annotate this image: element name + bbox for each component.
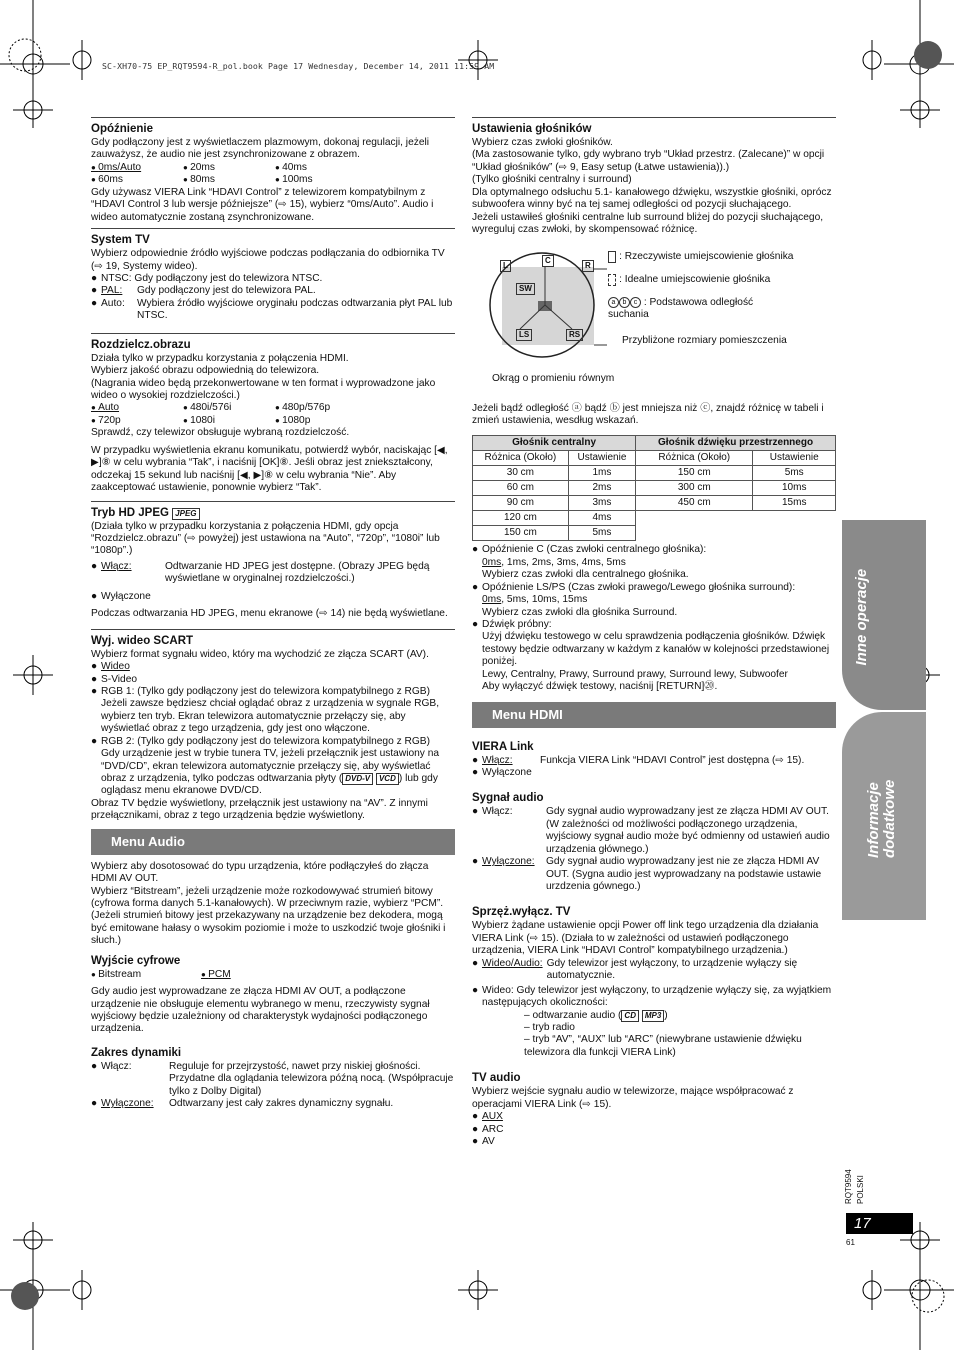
option-on[interactable]: ● Włącz: Gdy sygnał audio wyprowadzany jest ze złącza HDMI AV OUT. (W zależności od możliwości podłączonego urządzenia, wyjściowy sygnał audio może być odmienny od ustawień audio urządzenia głównego.) [472,806,836,856]
option-key: Dźwięk próbny: [482,619,552,631]
option[interactable]: ● 480p/576p [275,402,367,414]
option[interactable]: ● 720p [91,415,183,427]
left-column [91,117,455,1111]
option-aux[interactable]: ● AUX [472,1111,503,1123]
table-col-header: Różnica (Około) [473,451,569,466]
list-item: – tryb “AV”, “AUX” lub “ARC” (niewybrane ustawienie dźwięku telewizora dla funkcji VIERA Link) [524,1034,802,1058]
right-column: Ustawienia głośników Wybierz czas zwłoki głośników. (Ma zastosowanie tylko, gdy wybrano tryb “Układ przestrz. (Zalecane)” w opcji “Układ głośników” (⇨ 9, Easy setup (Łatwe ustawienia)).) (Tylko głośniki centralny i surround) Dla optymalnego odsłuchu 5.1- kanałowego dźwięku, wszystkie głośniki, oprócz subwoofera winny być na tej samej odległości od pozycji słuchającego. Jeżeli ustawiłeś głośniki centralne lub surround bliżej do pozycji słuchającego, wyreguluj czas zwłoki, by skompensować różnicę. L C R SW LS RS : Rzeczywiste umiejscowienie głośnika : Idealne umiejscowienie głośnika a b c : Podstawowa odległość suchania Przybliżone rozmiary pomieszczenia Okrąg o promieniu równym Jeżeli bądź odległość ⓐ bądź ⓑ jest mniejsza niż ⓒ, znajdź różnicę w tabeli i zmień ustawienia, wesdług wskazań. Głośnik centralny Głośnik dźwięku przestrzennego Różnica (Około) Ustawienie Różnica (Około) Ustawienie 30 cm 1ms 150 cm 5ms 60 cm 2ms 300 cm 10ms 90 cm 3ms 450 cm 15ms 120 cm 4ms 150 cm 5ms ● Opóźnienie C (Czas zwłoki centralnego głośnika): 0ms, 1ms, 2ms, 3ms, 4ms, 5ms Wybierz czas zwłoki dla centralnego głośnika. ● Opóźnienie LS/PS (Czas zwłoki prawego/Lewego głośnika surround): 0ms, 5ms, 10ms, 15ms Wybierz czas zwłoki dla głośnika Surround. ● Dźwięk próbny: Użyj dźwięku testowego w celu sprawdzenia podłączenia głośników. Dźwięk testowy będzie odtwarzany w każdym z kanałów w kolejności przedstawionej poniżej. Lewy, Centralny, Prawy, Surround prawy, Surround lewy, Subwoofer Aby wyłączyć dźwięk testowy, naciśnij [RETURN]⑳. Menu HDMI VIERA Link ● Włącz: Funkcja VIERA Link “HDAVI Control” jest dostępna (⇨ 15). ● Wyłączone Sygnał audio ● Włącz: Gdy sygnał audio wyprowadzany jest ze złącza HDMI AV OUT. (W zależności od możliwości podłączonego urządzenia, wyjściowy sygnał audio może być odmienny od ustawień audio urządzenia głównego.) ● Wyłączone: Gdy sygnał audio wyprowadzany jest nie ze złącza HDMI AV OUT. (Sygna audio jest wyprowadzany na podstawie ustawie urzdzenia gównego.) Sprzęż.wyłącz. TV Wybierz żądane ustawienie opcji Power off link tego urządzenia dla działania VIERA Link (⇨ 15). (Działa to w zależności od ustawień podłączonego urządzenia, VIERA Link “HDAVI Control” kompatybilnego urządzenia.) ● Wideo/Audio: Gdy telewizor jest wyłączony, to urządzenie wyłączy się automatycznie. ● Wideo: Gdy telewizor jest wyłączony, to urządzenie wyłączy się, za wyjątkiem następujących okoliczności: – odtwarzanie audio ( CD MP3 ) – tryb radio – tryb “AV”, “AUX” lub “ARC” (niewybrane ustawienie dźwięku telewizora dla funkcji VIERA Link) TV audio Wybierz wejście sygnału audio w telewizorze, mające współpracować z operacjami VIERA Link (⇨ 15). ● AUX ● ARC ● AV [472,117,836,1149]
option[interactable]: ● 20ms [183,162,275,174]
mp3-tag: MP3 [642,1010,664,1022]
option-pal[interactable]: ● PAL: Gdy podłączony jest do telewizora PAL. [91,285,316,297]
option-arc[interactable]: ● ARC [472,1123,504,1135]
option-key: Wyłączone: [101,1098,154,1110]
option-desc: Gdy podłączony jest do telewizora PAL. [137,285,316,297]
table-row: 90 cm 3ms 450 cm 15ms [473,496,836,511]
section-intro: Gdy podłączony jest z wyświetlaczem plazmowym, dokonaj regulacji, jeżeli zauważysz, że audio nie jest zsynchronizowane z obrazem. [91,137,430,161]
section-opoznienie [91,118,455,224]
option[interactable]: ● Bitstream [91,969,201,981]
option-desc: Gdy sygnał audio wyprowadzany jest nie ze złącza HDMI AV OUT. (Sygna audio jest wyprowadzany na podstawie ustawie urzdzenia gównego.) [546,856,822,893]
option-wideo[interactable]: ● Wideo [91,661,130,673]
option-desc: Wybiera źródło wyjściowe oryginału podczas odtwarzania płyt PAL lub NTSC. [137,297,453,322]
section-note: W przypadku wyświetlenia ekranu komunikatu, potwierdź wybór, naciskając [◀, ▶]⑧ w celu wybrania “Tak”, i naciśnij [OK]⑧. Jeśli obraz jest zniekształcony, odczekaj 15 sekund lub naciśnij [◀, ▶]⑧ w celu wybrania “Nie”. Aby zaakceptować ustawienie, ponownie wybierz “Tak”. [91,444,448,494]
speaker-ls: LS [516,329,532,341]
option-key: Auto: [101,297,125,309]
section-intro: Wybierz odpowiednie źródło wyjściowe podczas podłączania do odbiornika TV (⇨ 19, Systemy wideo). [91,248,445,272]
section-intro: (Działa tylko w przypadku korzystania z połączenia HDMI, gdy opcja “Rozdzielcz.obrazu” (⇨ powyżej) jest ustawiona na “Auto”, “720p”, “1080i” lub “1080p”.) [91,520,440,557]
table-row: 60 cm 2ms 300 cm 10ms [473,481,836,496]
option-key: Włącz: [101,560,132,572]
section-intro: Wybierz czas zwłoki głośników. (Ma zastosowanie tylko, gdy wybrano tryb “Układ przestrz. (Zalecane)” w opcji “Układ głośników” (⇨ 9, Easy setup (Łatwe ustawienia)).) (Tylko głośniki centralny i surround) Dla optymalnego odsłuchu 5.1- kanałowego dźwięku, wszystkie głośniki, oprócz subwoofera winny być na tej samej odległości od pozycji słuchającego. Jeżeli ustawiłeś głośniki centralne lub surround bliżej do pozycji słuchającego, wyreguluj czas zwłoki, by skompensować różnicę. [472,137,832,236]
option-rgb1[interactable]: ● RGB 1: (Tylko gdy podłączony jest do telewizora kompatybilnego z RGB) [91,685,430,697]
option-key: Wideo: Gdy telewizor jest wyłączony, to urządzenie wyłączy się, za wyjątkiem następujących okoliczności: [482,984,832,1009]
section-intro: Działa tylko w przypadku korzystania z połączenia HDMI. Wybierz jakość obrazu odpowiednią do telewizora. (Nagrania wideo będą przekonwertowane w ten format i wyprowadzone jako wideo o wysokiej rozdzielczości.) [91,352,436,402]
option-off[interactable]: ● Wyłączone: Gdy sygnał audio wyprowadzany jest nie ze złącza HDMI AV OUT. (Sygna audio jest wyprowadzany na podstawie ustawie urzdzenia gównego.) [472,856,836,893]
section-intro: Wybierz wejście sygnału audio w telewizorze, mające współpracować z operacjami VIERA Link (⇨ 15). [472,1086,794,1110]
vcd-tag: VCD [376,773,399,785]
speaker-diagram [472,247,836,397]
jpeg-tag: JPEG [172,508,199,520]
option-key: RGB 1: (Tylko gdy podłączony jest do telewizora kompatybilnego z RGB) [101,685,430,697]
option-on[interactable]: ● Włącz: Funkcja VIERA Link “HDAVI Control” jest dostępna (⇨ 15). [472,754,805,766]
speaker-rs: RS [566,329,583,341]
section-intro: Wybierz format sygnału wideo, który ma wychodzić ze złącza SCART (AV). [91,648,429,660]
section-title: Zakres dynamiki [91,1046,182,1059]
option-test-tone[interactable]: ● Dźwięk próbny: [472,619,552,631]
option-desc: Wybierz czas zwłoki dla głośnika Surround. [482,606,678,618]
option-desc: Gdy sygnał audio wyprowadzany jest ze złącza HDMI AV OUT. (W zależności od możliwości podłączonego urządzenia, wyjściowy sygnał audio może być odmienny od ustawień audio urządzenia głównego.) [546,806,830,855]
option-key: PAL: [101,285,123,297]
delay-table [472,435,836,541]
section-intro: Wybierz żądane ustawienie opcji Power off link tego urządzenia dla działania VIERA Link (⇨ 15). (Działa to w zależności od ustawień podłączonego urządzenia, VIERA Link “HDAVI Control” kompatybilnego urządzenia.) [472,920,819,957]
section-title: Wyjście cyfrowe [91,954,181,967]
table-row: 120 cm 4ms [473,511,836,526]
section-title: System TV [91,234,150,247]
option-desc: Reguluje for przejrzystość, nawet przy niskiej głośności. Przydatne dla oglądania telewizora późną nocą. (Współpracuje tylko z Dolby Digital) [169,1060,454,1097]
section-title: Tryb HD JPEG [91,506,169,519]
speaker-sw: SW [516,283,535,295]
option-video-audio[interactable]: ● Wideo/Audio: Gdy telewizor jest wyłączony, to urządzenie wyłączy się automatycznie. [472,958,836,983]
table-row: 30 cm 1ms 150 cm 5ms [473,466,836,481]
section-title: Opóźnienie [91,123,153,135]
option-delay-ls[interactable]: ● Opóźnienie LS/PS (Czas zwłoki prawego/Lewego głośnika surround): [472,581,796,593]
option-desc: Jeżeli zawsze będziesz chciał oglądać obraz z urządzenia w sygnale RGB, wybierz ten tryb. Ekran telewizora automatycznie przełączy się, aby wyświetlać obraz z tego urządzenia, gdy jest ono włączone. [101,698,440,735]
option-delay-c[interactable]: ● Opóźnienie C (Czas zwłoki centralnego głośnika): [472,544,707,556]
option[interactable]: ● PCM [201,969,293,981]
option-video[interactable]: ● Wideo: Gdy telewizor jest wyłączony, to urządzenie wyłączy się, za wyjątkiem następujących okoliczności: [472,985,836,1010]
option-ntsc[interactable]: ● NTSC: Gdy podłączony jest do telewizora NTSC. [91,272,323,284]
option-on[interactable]: ● Włącz: Reguluje for przejrzystość, nawet przy niskiej głośności. Przydatne dla oglądania telewizora późną nocą. (Współpracuje tylko z Dolby Digital) [91,1060,454,1097]
section-ustawienia-glosnikow [472,118,836,237]
option-key: Wyłączone [482,766,532,778]
option-label: NTSC: Gdy podłączony jest do telewizora NTSC. [101,272,323,284]
option-desc: ) lub gdy oglądasz menu ekranowe DVD/CD. [101,773,438,797]
speaker-l: L [500,260,511,272]
option-list [91,402,455,427]
option[interactable]: ● 480i/576i [183,402,275,414]
legend-ideal: : Idealne umiejscowienie głośnika [608,274,770,286]
option-off[interactable]: ● Wyłączone: Odtwarzany jest cały zakres dynamiczny sygnału. [91,1098,394,1110]
table-col-header: Ustawienie [753,451,836,466]
option[interactable]: ● 0ms/Auto [91,162,183,174]
section-title: Rozdzielcz.obrazu [91,338,191,351]
sub-page-number: 61 [846,1238,855,1247]
option-desc: Gdy telewizor jest wyłączony, to urządzenie wyłączy się automatycznie. [546,957,798,982]
file-header: SC-XH70-75 EP_RQT9594-R_pol.book Page 17 Wednesday, December 14, 2011 11:59 AM [102,61,495,71]
option[interactable]: ● 40ms [275,162,367,174]
cd-tag: CD [621,1010,639,1022]
section-hd-jpeg [91,502,455,621]
section-intro: Wybierz aby dosotosować do typu urządzenia, które podłączyłeś do złącza HDMI AV OUT. Wybierz “Bitstream”, jeżeli urządzenie może rozkodowywać strumień bitowy (cyfrowa forma danych 5.1-kanałowych). W przeciwnym razie, wybierz “PCM”. (Jeżeli strumień bitowy jest przekazywany na urządzenie bez dekodera, mogą być emitowane hałasy o wysokim poziomie i może to uszkodzić twoje głośniki i słuch.) [91,860,446,947]
option-svideo[interactable]: ● S-Video [91,673,138,685]
option-key: Opóźnienie LS/PS (Czas zwłoki prawego/Lewego głośnika surround): [482,581,796,593]
tab-informacje-dodatkowe[interactable]: Informacje dodatkowe [842,712,926,920]
page-number: 17 [846,1213,913,1234]
option-key: Wideo [101,661,130,673]
section-note: Podczas odtwarzania HD JPEG, menu ekranowe (⇨ 14) nie będą wyświetlane. [91,608,448,620]
option[interactable]: ● 1080p [275,415,367,427]
menu-hdmi-header: Menu HDMI [472,702,836,728]
table-col-header: Różnica (Około) [636,451,753,466]
option-av[interactable]: ● AV [472,1136,495,1148]
legend-circle: Okrąg o promieniu równym [492,372,615,384]
section-system-tv [91,229,455,323]
table-col-header: Ustawienie [568,451,635,466]
section-title: TV audio [472,1072,521,1085]
section-note: Jeżeli bądź odległość ⓐ bądź ⓑ jest mniejsza niż ⓒ, znajdź różnicę w tabeli i zmień ustawienia, wesdług wskazań. [472,402,824,426]
section-note: Gdy audio jest wyprowadzane ze złącza HDMI AV OUT, a podłączone urządzenie nie obsługuje elementu wybranego w menu, rzeczywisty sygnał wyjściowy będzie uzależniony od charakterystyk wydajności podłączonego urządzenia. [91,986,430,1035]
section-title: Sprzęż.wyłącz. TV [472,906,571,919]
option-key: Włącz: [101,1060,132,1072]
section-title: Wyj. wideo SCART [91,634,194,647]
option-key: Włącz: [482,754,513,766]
section-title: Sygnał audio [472,792,544,805]
table-header-surround: Głośnik dźwięku przestrzennego [636,436,836,451]
option-auto[interactable]: ● Auto: Wybiera źródło wyjściowe oryginału podczas odtwarzania płyt PAL lub NTSC. [91,298,455,323]
option[interactable]: ● 80ms [183,174,275,186]
option-key: RGB 2: (Tylko gdy podłączony jest do telewizora kompatybilnego z RGB) [101,735,430,747]
legend-room-size: Przybliżone rozmiary pomieszczenia [622,334,787,346]
option-key: Włącz: [482,806,513,818]
option-off[interactable]: ● Wyłączone [91,590,151,602]
option[interactable]: ● 60ms [91,174,183,186]
section-note: Obraz TV będzie wyświetlony, przełącznik jest ustawiony na “AV”. Z innymi przełącznikami, obraz z tego urządzenia będzie wyświetlony. [91,797,428,822]
speaker-r: R [582,260,594,272]
speaker-c: C [542,255,554,267]
dvd-v-tag: DVD-V [342,773,373,785]
option[interactable]: ● Auto [91,402,183,414]
option-key: Opóźnienie C (Czas zwłoki centralnego głośnika): [482,544,707,556]
section-note: Sprawdź, czy telewizor obsługuje wybraną rozdzielczość. [91,427,350,439]
ideal-speaker-icon [608,274,616,286]
tab-inne-operacje[interactable]: Inne operacje [842,520,926,710]
option-list [91,162,455,187]
option-desc: Wybierz czas zwłoki dla centralnego głośnika. [482,569,689,581]
option-key: Wyłączone [101,590,151,602]
section-scart [91,630,455,823]
option-desc: Użyj dźwięku testowego w celu sprawdzenia podłączenia głośników. Dźwięk testowy będzie odtwarzany w każdym z kanałów w kolejności przedstawionej poniżej. Lewy, Centralny, Prawy, Surround prawy, Surround lewy, Subwoofer Aby wyłączyć dźwięk testowy, naciśnij [RETURN]⑳. [482,631,830,693]
option[interactable]: ● 100ms [275,174,367,186]
table-row: 150 cm 5ms [473,526,836,541]
option[interactable]: ● 1080i [183,415,275,427]
list-item: – tryb radio [524,1021,575,1033]
option-list [91,969,455,981]
legend-actual: : Rzeczywiste umiejscowienie głośnika [608,251,793,263]
option-key: S-Video [101,673,138,685]
option-rgb2[interactable]: ● RGB 2: (Tylko gdy podłączony jest do telewizora kompatybilnego z RGB) [91,735,430,747]
section-title: Ustawienia głośników [472,123,592,135]
option-off[interactable]: ● Wyłączone [472,766,532,778]
option-desc: Odtwarzany jest cały zakres dynamiczny sygnału. [169,1098,394,1110]
table-header-center: Głośnik centralny [473,436,636,451]
option-on[interactable]: ● Włącz: Odtwarzanie HD JPEG jest dostępne. (Obrazy JPEG będą wyświetlane w oryginalnej rozdzielczości.) [91,561,455,586]
legend-distance: a b c : Podstawowa odległość suchania [608,296,754,321]
option-desc: Odtwarzanie HD JPEG jest dostępne. (Obrazy JPEG będą wyświetlane w oryginalnej rozdzielczości.) [165,560,430,585]
section-title: VIERA Link [472,740,534,753]
option-desc: Gdy urządzenie jest w trybie tunera TV, jeżeli przełącznik jest ustawiony na “DVD/CD”, ekran telewizora automatycznie przełączy się, aby wyświetlać obraz z urządzenia, tylko podczas odtwarzania płyty ( [101,748,440,785]
option-key: Wideo/Audio: [482,957,543,969]
menu-audio-header: Menu Audio [91,829,455,855]
option-desc: Funkcja VIERA Link “HDAVI Control” jest dostępna (⇨ 15). [540,754,805,766]
section-rozdzielczosc [91,334,455,495]
option-key: Wyłączone: [482,856,535,868]
delay-options: ● Opóźnienie C (Czas zwłoki centralnego głośnika): 0ms, 1ms, 2ms, 3ms, 4ms, 5ms Wybierz czas zwłoki dla centralnego głośnika. ● Opóźnienie LS/PS (Czas zwłoki prawego/Lewego głośnika surround): 0ms, 5ms, 10ms, 15ms Wybierz czas zwłoki dla głośnika Surround. ● Dźwięk próbny: Użyj dźwięku testowego w celu sprawdzenia podłączenia głośników. Dźwięk testowy będzie odtwarzany w każdym z kanałów w kolejności przedstawionej poniżej. Lewy, Centralny, Prawy, Surround prawy, Surround lewy, Subwoofer Aby wyłączyć dźwięk testowy, naciśnij [RETURN]⑳. [472,544,836,693]
section-note: Gdy używasz VIERA Link “HDAVI Control” z telewizorem kompatybilnym z “HDAVI Control 3 lub wersje późniejsze” (⇨ 15), wybierz “0ms/Auto”. Audio i wideo automatycznie zostaną zsynchronizowane. [91,186,434,223]
actual-speaker-icon [608,251,616,263]
